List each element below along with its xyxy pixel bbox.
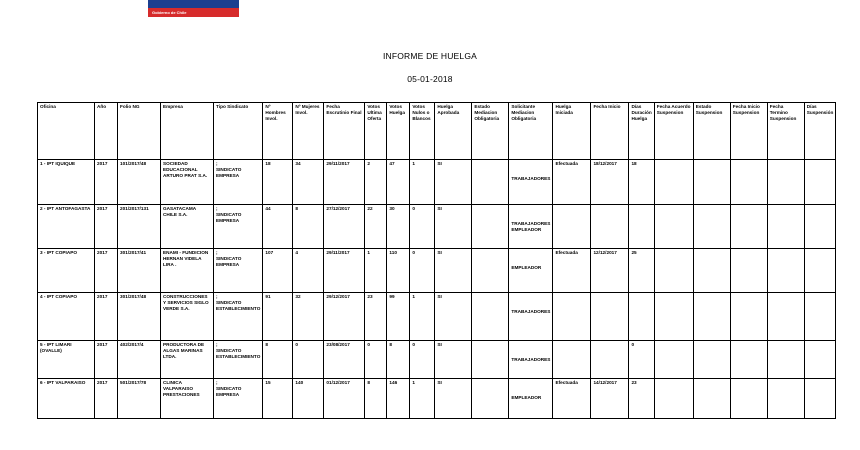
cell-aprobada: SI <box>435 293 472 341</box>
column-header: Huelga Iniciada <box>553 103 591 160</box>
cell-tipo: ; SINDICATO EMPRESA <box>214 205 263 249</box>
column-header: Folio NG <box>118 103 161 160</box>
cell-votos-oferta: 2 <box>365 160 387 205</box>
cell-dias-susp <box>804 379 836 419</box>
cell-dias-susp <box>804 293 836 341</box>
cell-termino-susp <box>767 341 804 379</box>
cell-mujeres: 0 <box>293 341 324 379</box>
cell-votos-oferta: 22 <box>365 205 387 249</box>
column-header: Días Duración Huelga <box>629 103 654 160</box>
cell-votos-oferta: 1 <box>365 249 387 293</box>
column-header: Empresa <box>161 103 214 160</box>
column-header: Huelga Aprobada <box>435 103 472 160</box>
cell-anio: 2017 <box>95 160 118 205</box>
cell-hombres: 91 <box>263 293 293 341</box>
cell-hombres: 18 <box>263 160 293 205</box>
cell-estado-mediacion <box>472 205 509 249</box>
cell-estado-susp <box>693 249 730 293</box>
cell-votos-nulos: 1 <box>410 160 435 205</box>
cell-folio: 101/2017/48 <box>118 160 161 205</box>
column-header: Tipo Sindicato <box>214 103 263 160</box>
cell-dias-susp <box>804 249 836 293</box>
column-header: Votos Nulos o Blancos <box>410 103 435 160</box>
cell-estado-mediacion <box>472 249 509 293</box>
cell-termino-susp <box>767 293 804 341</box>
cell-votos-oferta: 0 <box>365 341 387 379</box>
cell-fecha-inicio: 12/12/2017 <box>591 249 629 293</box>
cell-termino-susp <box>767 160 804 205</box>
cell-estado-susp <box>693 160 730 205</box>
column-header: Fecha Inicio <box>591 103 629 160</box>
cell-dias-susp <box>804 205 836 249</box>
cell-votos-nulos: 1 <box>410 379 435 419</box>
cell-solicitante: EMPLEADOR <box>509 249 553 293</box>
cell-iniciada <box>553 293 591 341</box>
cell-acuerdo <box>654 379 693 419</box>
cell-estado-mediacion <box>472 160 509 205</box>
cell-tipo: ; SINDICATO EMPRESA <box>214 249 263 293</box>
cell-fecha-inicio <box>591 205 629 249</box>
cell-votos-huelga: 8 <box>387 341 410 379</box>
cell-hombres: 15 <box>263 379 293 419</box>
cell-fecha-escrutinio: 27/12/2017 <box>324 205 365 249</box>
cell-dias: 23 <box>629 379 654 419</box>
cell-inicio-susp <box>730 293 767 341</box>
cell-inicio-susp <box>730 160 767 205</box>
cell-acuerdo <box>654 249 693 293</box>
cell-solicitante: TRABAJADORES <box>509 160 553 205</box>
cell-fecha-escrutinio: 29/12/2017 <box>324 293 365 341</box>
column-header: Estado Suspension <box>693 103 730 160</box>
cell-dias <box>629 205 654 249</box>
cell-iniciada <box>553 341 591 379</box>
table-row <box>38 160 836 205</box>
cell-oficina: 6 - IPT VALPARAISO <box>38 379 95 419</box>
cell-folio: 201/2017/131 <box>118 205 161 249</box>
cell-tipo: ; SINDICATO EMPRESA <box>214 160 263 205</box>
cell-estado-susp <box>693 293 730 341</box>
cell-fecha-escrutinio: 01/12/2017 <box>324 379 365 419</box>
cell-acuerdo <box>654 205 693 249</box>
cell-fecha-escrutinio: 23/08/2017 <box>324 341 365 379</box>
column-header: Días Suspensión <box>804 103 836 160</box>
cell-hombres: 8 <box>263 341 293 379</box>
cell-votos-huelga: 30 <box>387 205 410 249</box>
cell-fecha-inicio: 18/12/2017 <box>591 160 629 205</box>
cell-empresa: CLINICA VALPARAISO PRESTACIONES <box>161 379 214 419</box>
cell-fecha-escrutinio: 29/11/2017 <box>324 160 365 205</box>
cell-folio: 501/2017/78 <box>118 379 161 419</box>
cell-votos-nulos: 0 <box>410 341 435 379</box>
column-header: Estado Mediacion Obligatoria <box>472 103 509 160</box>
column-header: Solicitante Mediacion Obligatoria <box>509 103 553 160</box>
cell-dias: 18 <box>629 160 654 205</box>
column-header: Votos Huelga <box>387 103 410 160</box>
cell-votos-oferta: 23 <box>365 293 387 341</box>
report-title: INFORME DE HUELGA <box>382 51 478 61</box>
cell-inicio-susp <box>730 205 767 249</box>
cell-oficina: 1 - IPT IQUIQUE <box>38 160 95 205</box>
logo-text: Gobierno de Chile <box>152 10 187 15</box>
table-header-row <box>38 103 836 160</box>
report-date: 05-01-2018 <box>407 74 453 84</box>
cell-votos-nulos: 0 <box>410 249 435 293</box>
cell-termino-susp <box>767 205 804 249</box>
cell-hombres: 107 <box>263 249 293 293</box>
cell-mujeres: 34 <box>293 160 324 205</box>
cell-dias: 0 <box>629 341 654 379</box>
cell-anio: 2017 <box>95 293 118 341</box>
cell-oficina: 5 - IPT LIMARI (OVALLE) <box>38 341 95 379</box>
cell-aprobada: SI <box>435 341 472 379</box>
cell-empresa: SOCIEDAD EDUCACIONAL ARTURO PRAT S.A. <box>161 160 214 205</box>
table-row <box>38 341 836 379</box>
cell-oficina: 2 - IPT ANTOFAGASTA <box>38 205 95 249</box>
cell-tipo: ; SINDICATO EMPRESA <box>214 379 263 419</box>
cell-termino-susp <box>767 379 804 419</box>
cell-fecha-inicio <box>591 341 629 379</box>
cell-estado-mediacion <box>472 293 509 341</box>
cell-empresa: PRODUCTORA DE ALGAS MARINAS LTDA. <box>161 341 214 379</box>
cell-solicitante: TRABAJADORES <box>509 293 553 341</box>
table-row <box>38 249 836 293</box>
cell-mujeres: 140 <box>293 379 324 419</box>
table-row <box>38 293 836 341</box>
cell-dias-susp <box>804 160 836 205</box>
column-header: Fecha Escrutinio Final <box>324 103 365 160</box>
cell-tipo: ; SINDICATO ESTABLECIMIENTO <box>214 293 263 341</box>
cell-iniciada: Efectuada <box>553 249 591 293</box>
cell-votos-huelga: 110 <box>387 249 410 293</box>
cell-oficina: 3 - IPT COPIAPO <box>38 249 95 293</box>
cell-tipo: ; SINDICATO ESTABLECIMIENTO <box>214 341 263 379</box>
cell-votos-nulos: 0 <box>410 205 435 249</box>
cell-folio: 402/2017/4 <box>118 341 161 379</box>
column-header: Fecha Acuerdo Suspension <box>654 103 693 160</box>
cell-iniciada <box>553 205 591 249</box>
cell-estado-mediacion <box>472 341 509 379</box>
cell-estado-susp <box>693 341 730 379</box>
cell-votos-huelga: 146 <box>387 379 410 419</box>
cell-dias: 25 <box>629 249 654 293</box>
cell-votos-oferta: 8 <box>365 379 387 419</box>
cell-inicio-susp <box>730 341 767 379</box>
cell-solicitante: TRABAJADORES EMPLEADOR <box>509 205 553 249</box>
cell-estado-susp <box>693 205 730 249</box>
table-row <box>38 205 836 249</box>
cell-acuerdo <box>654 160 693 205</box>
cell-empresa: CONSTRUCCIONES Y SERVICIOS SIGLO VERDE S.A. <box>161 293 214 341</box>
cell-solicitante: TRABAJADORES <box>509 341 553 379</box>
strike-report-table <box>37 102 836 419</box>
cell-anio: 2017 <box>95 341 118 379</box>
cell-fecha-escrutinio: 29/11/2017 <box>324 249 365 293</box>
cell-hombres: 44 <box>263 205 293 249</box>
cell-anio: 2017 <box>95 249 118 293</box>
cell-folio: 301/2017/41 <box>118 249 161 293</box>
cell-mujeres: 4 <box>293 249 324 293</box>
cell-oficina: 4 - IPT COPIAPO <box>38 293 95 341</box>
cell-mujeres: 8 <box>293 205 324 249</box>
cell-votos-nulos: 1 <box>410 293 435 341</box>
cell-aprobada: SI <box>435 205 472 249</box>
column-header: Votos Ultima Oferta <box>365 103 387 160</box>
gobierno-logo <box>148 0 239 17</box>
cell-termino-susp <box>767 249 804 293</box>
column-header: Nº Mujeres Invol. <box>293 103 324 160</box>
cell-votos-huelga: 99 <box>387 293 410 341</box>
cell-dias-susp <box>804 341 836 379</box>
cell-fecha-inicio: 14/12/2017 <box>591 379 629 419</box>
cell-mujeres: 32 <box>293 293 324 341</box>
cell-fecha-inicio <box>591 293 629 341</box>
cell-aprobada: SI <box>435 249 472 293</box>
table-row <box>38 379 836 419</box>
cell-anio: 2017 <box>95 379 118 419</box>
cell-aprobada: SI <box>435 160 472 205</box>
cell-folio: 301/2017/48 <box>118 293 161 341</box>
cell-acuerdo <box>654 341 693 379</box>
column-header: Año <box>95 103 118 160</box>
cell-anio: 2017 <box>95 205 118 249</box>
cell-solicitante: EMPLEADOR <box>509 379 553 419</box>
cell-acuerdo <box>654 293 693 341</box>
cell-estado-mediacion <box>472 379 509 419</box>
cell-iniciada: Efectuada <box>553 379 591 419</box>
cell-iniciada: Efectuada <box>553 160 591 205</box>
column-header: Fecha Inicio Suspension <box>730 103 767 160</box>
column-header: Fecha Termino Suspension <box>767 103 804 160</box>
cell-inicio-susp <box>730 379 767 419</box>
cell-dias <box>629 293 654 341</box>
cell-inicio-susp <box>730 249 767 293</box>
column-header: Nº Hombres Invol. <box>263 103 293 160</box>
cell-empresa: GASATACAMA CHILE S.A. <box>161 205 214 249</box>
cell-votos-huelga: 47 <box>387 160 410 205</box>
cell-empresa: ENAMI - FUNDICION HERNAN VIDELA LIRA . <box>161 249 214 293</box>
logo-blue-band <box>148 0 239 8</box>
cell-aprobada: SI <box>435 379 472 419</box>
column-header: Oficina <box>38 103 95 160</box>
cell-estado-susp <box>693 379 730 419</box>
